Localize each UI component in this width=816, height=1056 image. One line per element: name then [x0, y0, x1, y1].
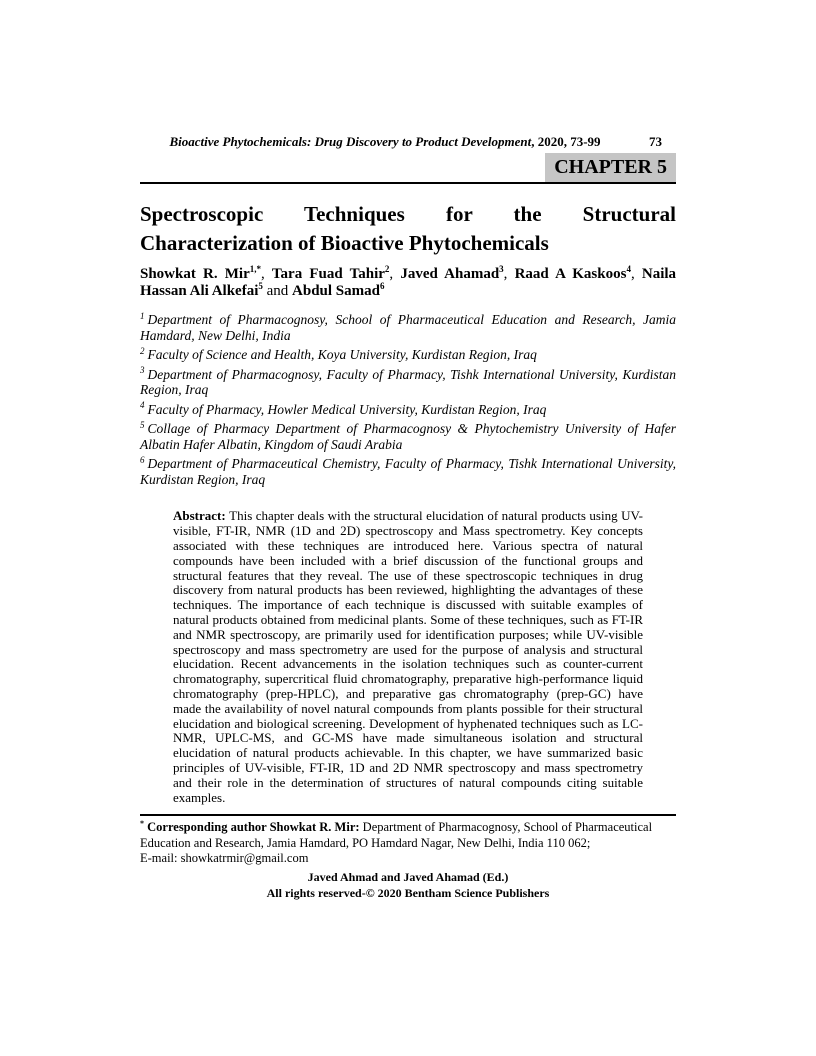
running-header — [140, 134, 676, 150]
author: Raad A Kaskoos$^4$ — [514, 264, 631, 283]
affiliation-superscript: 3 — [140, 365, 145, 376]
running-header-book-title: Bioactive Phytochemicals: Drug Discovery to Product Development — [169, 134, 532, 149]
author-superscript: 6 — [380, 281, 385, 292]
affiliation: $^6$ Department of Pharmaceutical Chemistry, Faculty of Pharmacy, Tishk International University, Kurdistan Region, Iraq — [140, 454, 676, 487]
affiliation: $^3$ Department of Pharmacognosy, Faculty of Pharmacy, Tishk International University, Kurdistan Region, Iraq — [140, 365, 676, 398]
affiliation-list — [140, 312, 676, 487]
abstract-paragraph — [173, 509, 643, 805]
chapter-badge: CHAPTER 5 — [545, 153, 676, 182]
affiliation-superscript: 4 — [140, 400, 145, 411]
footnote-body: Department of Pharmacognosy, School of Pharmaceutical Education and Research, Jamia Hamdard, PO Hamdard Nagar, New Delhi, India 110 062; — [140, 820, 653, 850]
footnote-lead: Corresponding author Showkat R. Mir: — [147, 820, 363, 835]
abstract-label: Abstract: — [173, 508, 230, 524]
chapter-title: Spectroscopic Techniques for the Structural Characterization of Bioactive Phytochemicals — [140, 202, 676, 255]
affiliation: $^2$ Faculty of Science and Health, Koya University, Kurdistan Region, Iraq — [140, 345, 537, 363]
author: Tara Fuad Tahir$^2$ — [271, 264, 390, 283]
author-superscript: 4 — [626, 264, 631, 275]
chapter-rule — [140, 153, 676, 184]
affiliation: $^1$ Department of Pharmacognosy, School of Pharmaceutical Education and Research, Jamia Hamdard, New Delhi, India — [140, 310, 676, 343]
author-separator: , — [389, 266, 401, 283]
affiliation: $^5$ Collage of Pharmacy Department of Pharmacognosy & Phytochemistry University of Hafer Albatin Hafer Albatin, Kingdom of Saudi Arabia — [140, 419, 676, 452]
author: Naila Hassan Ali Alkefai$^5$ — [140, 266, 677, 300]
affiliation-superscript: 1 — [140, 310, 145, 321]
editors-line: Javed Ahmad and Javed Ahamad (Ed.) — [307, 870, 509, 885]
footnote-marker: * — [140, 819, 144, 829]
author-separator: and — [262, 283, 293, 300]
footnote-email: E-mail: showkatrmir@gmail.com — [140, 850, 309, 865]
copyright-line: All rights reserved-© 2020 Bentham Science Publishers — [266, 885, 550, 900]
author-separator: , — [261, 266, 272, 283]
author-superscript: 2 — [384, 264, 390, 275]
abstract-section — [140, 509, 676, 805]
author-separator: , — [503, 266, 515, 283]
page-number: 73 — [649, 134, 662, 149]
author: Javed Ahamad$^3$ — [400, 264, 504, 283]
author-superscript: 3 — [499, 264, 504, 275]
running-header-suffix: , 2020, 73-99 — [531, 134, 601, 149]
abstract-text: This chapter deals with the structural elucidation of natural products using UV-visible, FT-IR, NMR (1D and 2D) spectroscopy and Mass spectrometry. Key concepts associated with these techniques are introduced here. Various spectra of natural compounds have been included with a brief discussion of the functional groups and structural features that they reveal. The use of these spectroscopic techniques in drug discovery from natural products has been reviewed, highlighting the advantages of these techniques. The importance of each technique is discussed with suitable examples of natural products obtained from medicinal plants. Some of these techniques, such as FT-IR and NMR spectroscopy, are primarily used for identification purposes; while UV-visible spectroscopy and mass spectrometry are used for the purpose of analysis and structural elucidation. Recent advancements in the isolation techniques such as counter-current chromatography, supercritical fluid chromatography, preparative high-performance liquid chromatography (prep-HPLC), and preparative gas chromatography (prep-GC) have made the availability of novel natural compounds from plants possible for their structural elucidation and biological screening. Development of hyphenated techniques such as LC-NMR, UPLC-MS, and GC-MS have made simultaneous isolation and structural elucidation of natural products achievable. In this chapter, we have summarized basic principles of UV-visible, FT-IR, 1D and 2D NMR spectroscopy and mass spectrometry and their role in the determination of structures of natural compounds citing suitable examples. — [173, 508, 643, 805]
affiliation-superscript: 6 — [140, 454, 145, 465]
author-list — [140, 266, 676, 300]
affiliation: $^4$ Faculty of Pharmacy, Howler Medical University, Kurdistan Region, Iraq — [140, 400, 547, 417]
author-separator: , — [630, 266, 642, 283]
footnote-section — [140, 814, 676, 901]
affiliation-superscript: 5 — [140, 419, 145, 430]
corresponding-author-note — [140, 820, 676, 851]
author-superscript: 1,* — [249, 264, 261, 275]
page-content — [140, 0, 676, 901]
author-superscript: 5 — [258, 281, 263, 292]
affiliation-superscript: 2 — [140, 345, 145, 356]
author: Abdul Samad$^6$ — [292, 281, 385, 300]
author: Showkat R. Mir$^{1,*}$ — [140, 264, 261, 283]
